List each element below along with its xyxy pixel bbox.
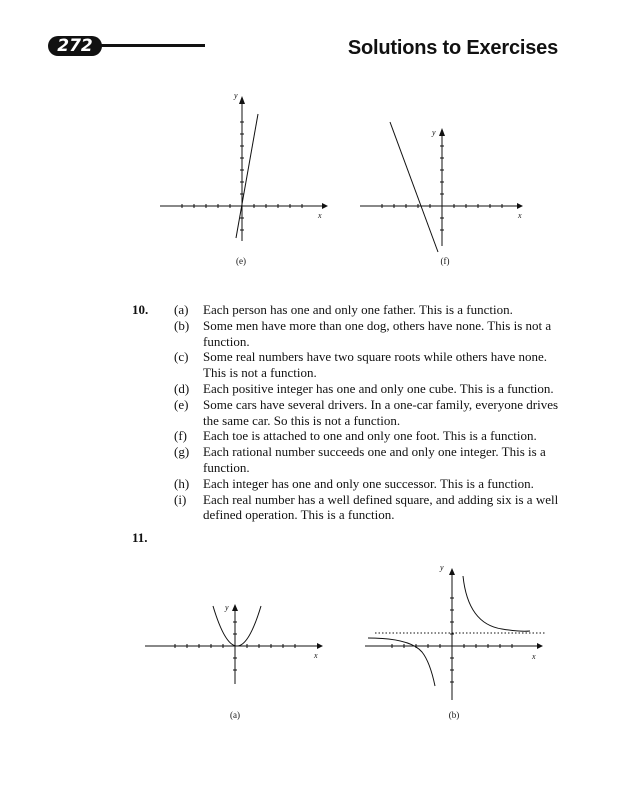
answer-item-f xyxy=(174,428,564,444)
graph-e xyxy=(150,86,340,246)
caption-11a: (a) xyxy=(230,710,240,720)
graph-11a-y-arrow xyxy=(232,604,238,611)
answer-text: Each integer has one and only one successor. This is a function. xyxy=(203,475,534,491)
exercise-10-answers xyxy=(174,302,564,523)
graph-11a-x-label: x xyxy=(314,651,318,660)
answer-item-a xyxy=(174,302,564,318)
exercise-11-number: 11. xyxy=(132,530,148,545)
answer-letter: (a) xyxy=(174,302,189,317)
answer-letter: (c) xyxy=(174,349,189,365)
graph-11b xyxy=(360,560,550,710)
graph-11b-y-label: y xyxy=(440,563,444,572)
answer-item-d xyxy=(174,381,564,397)
answer-item-e xyxy=(174,397,564,429)
running-head: Solutions to Exercises xyxy=(347,37,558,59)
answer-text: Each real number has a well defined square, and adding six is a well defined operation. This is a function. xyxy=(203,491,559,523)
answer-item-i xyxy=(174,492,564,524)
answer-item-h xyxy=(174,476,564,492)
answer-letter: (f) xyxy=(174,428,187,444)
answer-letter: (d) xyxy=(174,380,190,396)
graph-11b-y-arrow xyxy=(449,568,455,575)
answer-text: Each toe is attached to one and only one foot. This is a function. xyxy=(203,428,537,444)
answer-text: Each positive integer has one and only one cube. This is a function. xyxy=(203,380,554,396)
graph-11b-left-branch xyxy=(368,638,435,686)
graph-f-line xyxy=(390,122,438,252)
graph-11a-parabola xyxy=(213,606,261,646)
page-number-badge: 272 xyxy=(48,36,102,56)
answer-text: Some real numbers have two square roots while others have none. This is not a function. xyxy=(203,349,548,381)
answer-letter: (g) xyxy=(174,444,190,460)
answer-text: Each person has one and only one father. This is a function. xyxy=(203,302,513,317)
caption-e: (e) xyxy=(236,256,246,266)
answer-item-g xyxy=(174,444,564,476)
graph-11a xyxy=(140,598,330,690)
graph-f-x-label: x xyxy=(518,211,522,220)
answer-text: Some cars have several drivers. In a one-car family, everyone drives the same car. So this is not a function. xyxy=(203,396,559,428)
header-rule xyxy=(100,44,205,47)
graph-11a-y-label: y xyxy=(225,603,229,612)
caption-11b: (b) xyxy=(448,710,460,720)
answer-letter: (e) xyxy=(174,396,189,412)
caption-f: (f) xyxy=(440,256,450,266)
answer-text: Each rational number succeeds one and only one integer. This is a function. xyxy=(203,444,546,475)
graph-e-y-arrow xyxy=(239,96,245,104)
answer-text: Some men have more than one dog, others have none. This is not a function. xyxy=(203,317,552,349)
graph-f-y-label: y xyxy=(432,128,436,137)
graph-e-y-label: y xyxy=(234,91,238,100)
graph-11a-x-arrow xyxy=(317,643,323,649)
answer-item-b xyxy=(174,318,564,350)
graph-11b-x-arrow xyxy=(537,643,543,649)
graph-e-x-arrow xyxy=(322,203,328,209)
graph-f-y-arrow xyxy=(439,128,445,136)
answer-letter: (i) xyxy=(174,491,187,507)
answer-letter: (b) xyxy=(174,317,190,333)
answer-letter: (h) xyxy=(174,475,190,491)
answer-item-c xyxy=(174,349,564,381)
graph-f-x-arrow xyxy=(517,203,523,209)
graph-e-x-label: x xyxy=(318,211,322,220)
exercise-10-number: 10. xyxy=(132,302,149,317)
graph-11b-right-branch xyxy=(463,576,530,631)
graph-e-line xyxy=(236,114,258,238)
graph-f xyxy=(352,114,532,254)
graph-11b-x-label: x xyxy=(532,652,536,661)
